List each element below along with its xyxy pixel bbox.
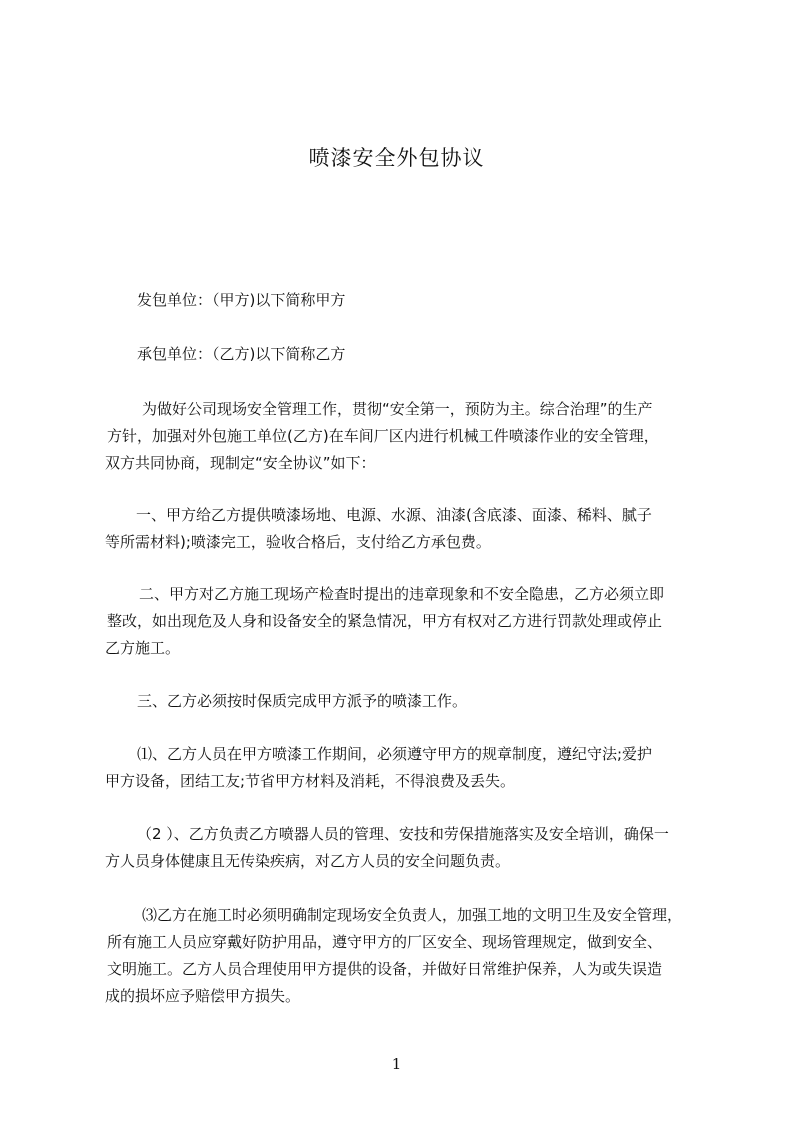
text-line: 文明施工。乙方人员合理使用甲方提供的设备，并做好日常维护保养，人为或失误造	[107, 960, 663, 978]
text-line: ⑶乙方在施工时必须明确制定现场安全负责人，加强工地的文明卫生及安全管理，	[142, 906, 683, 924]
text-line: 方针，加强对外包施工单位(乙方)在车间厂区内进行机械工件喷漆作业的安全管理，	[107, 427, 659, 445]
text-line: 为做好公司现场安全管理工作，贯彻“安全第一，预防为主。综合治理”的生产	[142, 400, 653, 418]
text-line: 发包单位：（甲方)以下简称甲方	[137, 291, 346, 309]
text-line: 乙方施工。	[105, 639, 181, 657]
text-line: 承包单位：（乙方)以下简称乙方	[137, 345, 346, 363]
text-line: 双方共同协商，现制定“安全协议”如下：	[105, 454, 376, 472]
text-line: 一、甲方给乙方提供喷漆场地、电源、水源、油漆(含底漆、面漆、稀料、腻子	[136, 506, 652, 524]
text-line: 整改，如出现危及人身和设备安全的紧急情况，甲方有权对乙方进行罚款处理或停止	[107, 612, 663, 630]
text-line: 方人员身体健康且无传染疾病，对乙方人员的安全问题负责。	[105, 852, 511, 870]
text-line: （2 ）、乙方负责乙方喷器人员的管理、安技和劳保措施落实及安全培训，确保一	[137, 825, 669, 843]
document-title: 喷漆安全外包协议	[308, 146, 485, 170]
text-line: 成的损坏应予赔偿甲方损失。	[105, 987, 301, 1005]
text-line: 二、甲方对乙方施工现场产检查时提出的违章现象和不安全隐患，乙方必须立即	[139, 585, 665, 603]
page-number: 1	[391, 1055, 402, 1073]
text-line: ⑴、乙方人员在甲方喷漆工作期间，必须遵守甲方的规章制度，遵纪守法;爱护	[137, 745, 653, 763]
text-line: 等所需材料);喷漆完工，验收合格后，支付给乙方承包费。	[105, 533, 491, 551]
text-line: 三、乙方必须按时保质完成甲方派予的喷漆工作。	[137, 692, 468, 710]
text-line: 甲方设备，团结工友;节省甲方材料及消耗，不得浪费及丢失。	[105, 772, 516, 790]
text-line: 所有施工人员应穿戴好防护用品，遵守甲方的厂区安全、现场管理规定，做到安全、	[107, 933, 663, 951]
